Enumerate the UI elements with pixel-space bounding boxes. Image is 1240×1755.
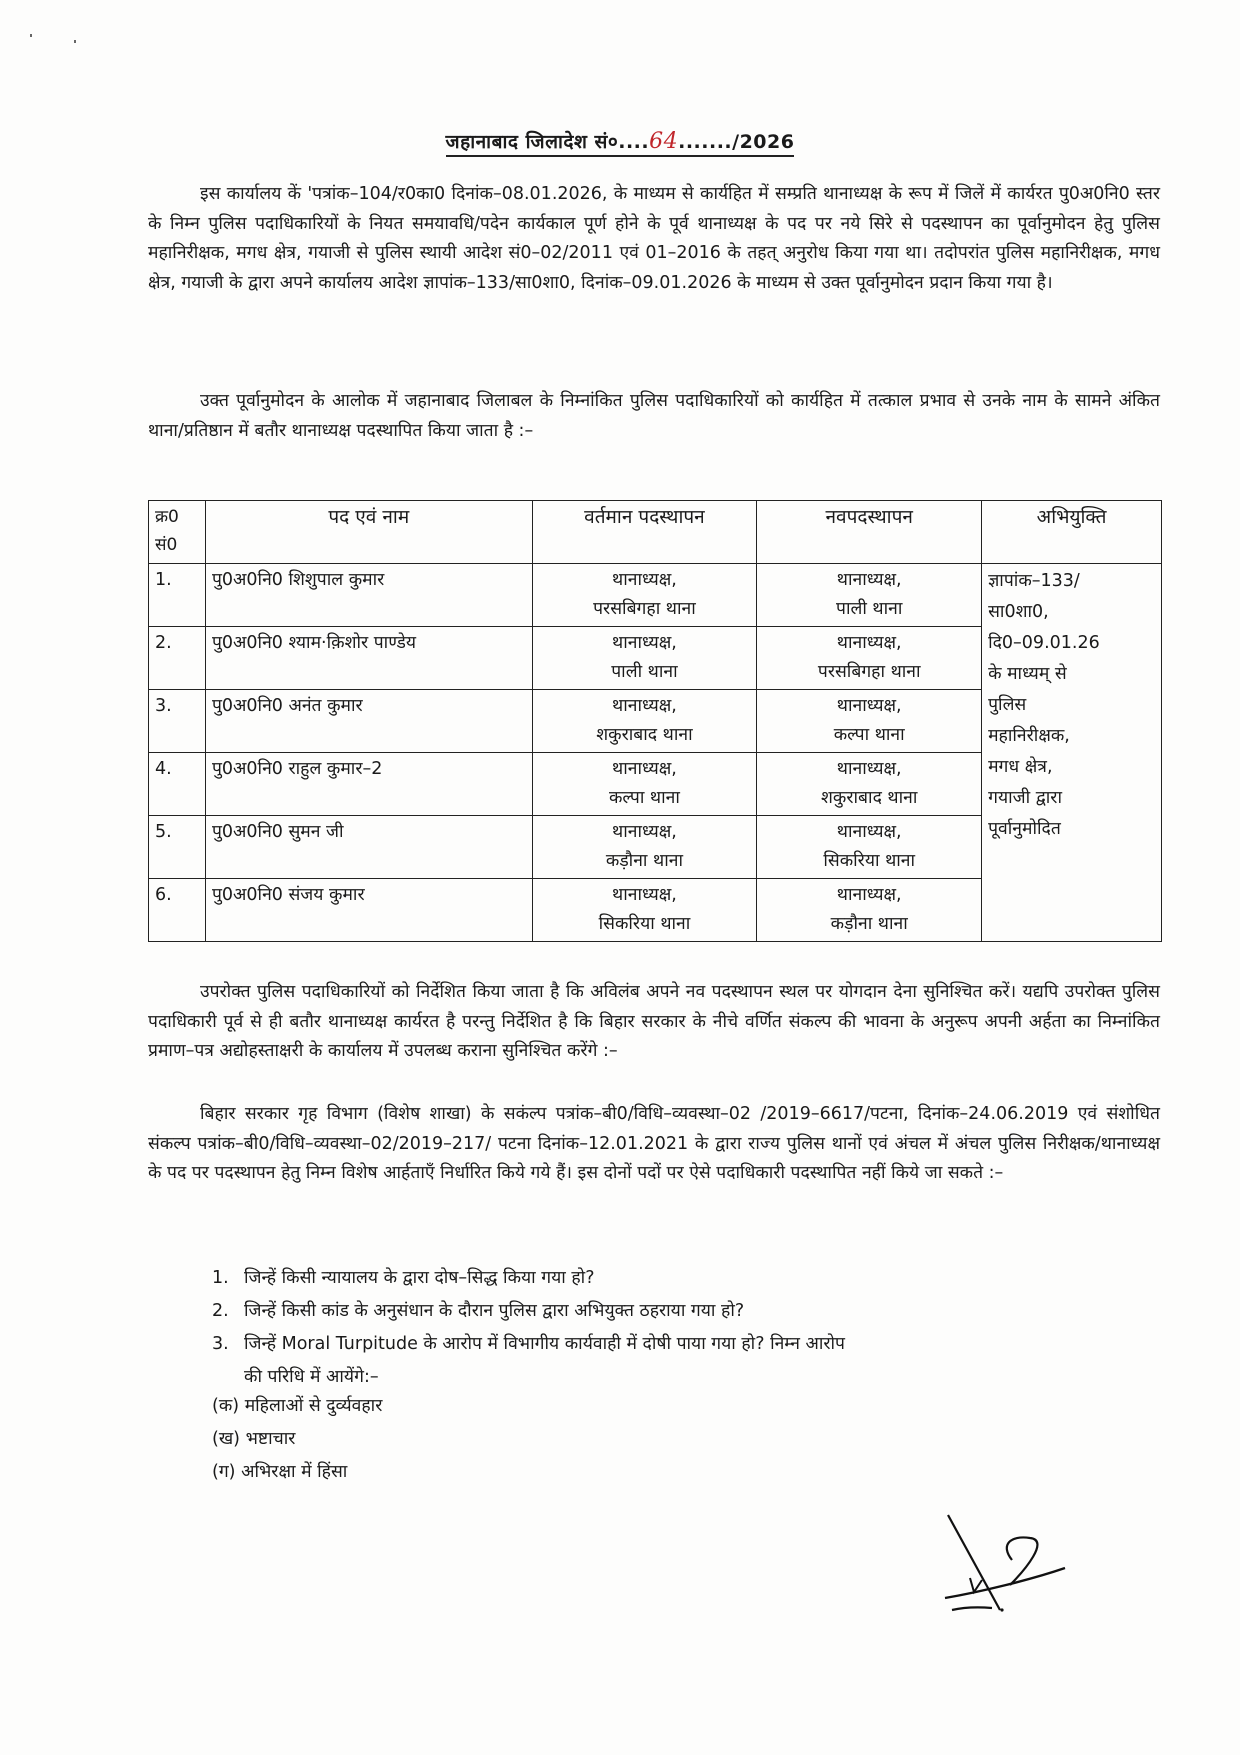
new-post: थानाध्यक्ष,: [836, 696, 902, 716]
officer-name: पु0अ0नि0 शिशुपाल कुमार: [205, 564, 532, 627]
current-station: शकुराबाद थाना: [596, 725, 693, 745]
transfer-table: [148, 500, 1162, 942]
current-post: थानाध्यक्ष,: [612, 570, 677, 590]
current-post: थानाध्यक्ष,: [612, 822, 677, 842]
current-station: परसबिगहा थाना: [593, 599, 696, 619]
directive-paragraph-block: [148, 978, 1160, 1067]
current-posting: [532, 627, 757, 690]
criteria-text: जिन्हें Moral Turpitude के आरोप में विभागीय कार्यवाही में दोषी पाया गया हो? निम्न आरोप: [244, 1334, 845, 1354]
title-dots-right: .......: [678, 131, 733, 153]
directive-paragraph: उपरोक्त पुलिस पदाधिकारियों को निर्देशित किया जाता है कि अविलंब अपने नव पदस्थापन स्थल पर योगदान देना सुनिश्चित करें। यद्यपि उपरोक्त पुलिस पदाधिकारी पूर्व से ही बतौर थानाध्यक्ष कार्यरत है परन्तु निर्देशित है कि बिहार सरकार के नीचे वर्णित संकल्प की भावना के अनुरूप अपनी अर्हता का निम्नांकित प्रमाण–पत्र अद्योहस्ताक्षरी के कार्यालय में उपलब्ध कराना सुनिश्चित करेंगे :–: [148, 982, 1160, 1061]
current-post: थानाध्यक्ष,: [612, 759, 677, 779]
new-post: थानाध्यक्ष,: [836, 570, 902, 590]
new-post: थानाध्यक्ष,: [836, 885, 902, 905]
new-posting: [757, 627, 982, 690]
new-post: थानाध्यक्ष,: [836, 633, 902, 653]
officer-name: पु0अ0नि0 राहुल कुमार–2: [205, 753, 532, 816]
scan-speck: [30, 34, 32, 37]
new-station: पाली थाना: [836, 599, 903, 619]
remarks-line: पुलिस: [988, 695, 1027, 715]
new-posting: [757, 816, 982, 879]
header-current-posting: वर्तमान पदस्थापन: [532, 501, 757, 564]
remarks-line: महानिरीक्षक,: [988, 726, 1070, 746]
new-station: सिकरिया थाना: [823, 851, 916, 871]
title-prefix: जहानाबाद जिलादेश सं०: [445, 131, 619, 153]
current-posting: [532, 816, 757, 879]
criteria-item: [212, 1262, 1162, 1295]
officer-name: पु0अ0नि0 संजय कुमार: [205, 879, 532, 942]
remarks-line: ज्ञापांक–133/: [988, 571, 1080, 591]
header-new-posting: नवपदस्थापन: [757, 501, 982, 564]
current-station: सिकरिया थाना: [598, 914, 691, 934]
header-serial-number: क्र0 सं0: [149, 501, 206, 564]
current-posting: [532, 879, 757, 942]
header-post-and-name: पद एवं नाम: [205, 501, 532, 564]
current-station: कल्पा थाना: [608, 788, 680, 808]
charge-marker: (ग): [212, 1462, 236, 1482]
criteria-number: 3.: [212, 1334, 229, 1354]
officer-name: पु0अ0नि0 श्याम·क़िशोर पाण्डेय: [205, 627, 532, 690]
title-dots-left: ....: [618, 131, 650, 153]
remarks-line: दि0–09.01.26: [988, 633, 1100, 653]
remarks-line: सा0शा0,: [988, 602, 1049, 622]
serial-number: 5.: [149, 816, 206, 879]
charge-item: [212, 1423, 382, 1456]
serial-number: 6.: [149, 879, 206, 942]
current-post: थानाध्यक्ष,: [612, 885, 677, 905]
serial-number: 4.: [149, 753, 206, 816]
charge-text: अभिरक्षा में हिंसा: [241, 1462, 348, 1482]
serial-number: 1.: [149, 564, 206, 627]
serial-number: 3.: [149, 690, 206, 753]
table-row: [149, 564, 1162, 627]
new-station: परसबिगहा थाना: [817, 662, 921, 682]
criteria-number: 1.: [212, 1268, 229, 1288]
new-posting: [757, 690, 982, 753]
charge-text: महिलाओं से दुर्व्यवहार: [244, 1396, 383, 1416]
scan-speck: [74, 40, 76, 43]
new-posting: [757, 879, 982, 942]
new-post: थानाध्यक्ष,: [836, 822, 902, 842]
criteria-number: 2.: [212, 1301, 229, 1321]
order-paragraph: उक्त पूर्वानुमोदन के आलोक में जहानाबाद जिलाबल के निम्नांकित पुलिस पदाधिकारियों को कार्यहित में तत्काल प्रभाव से उनके नाम के सामने अंकित थाना/प्रतिष्ठान में बतौर थानाध्यक्ष पदस्थापित किया जाता है :–: [148, 391, 1160, 441]
intro-paragraph: इस कार्यालय कें 'पत्रांक–104/र0का0 दिनांक–08.01.2026, के माध्यम से कार्यहित में सम्प्रति थानाध्यक्ष के रूप में जिलें में कार्यरत पु0अ0नि0 स्तर के निम्न पुलिस पदाधिकारियों के नियत समयावधि/पदेन कार्यकाल पूर्ण होने के पूर्व थानाध्यक्ष के पद पर नये सिरे से पदस्थापन का पूर्वानुमोदन हेतु पुलिस महानिरीक्षक, मगध क्षेत्र, गयाजी से पुलिस स्थायी आदेश सं0–02/2011 एवं 01–2016 के तहत् अनुरोध किया गया था। तदोपरांत पुलिस महानिरीक्षक, मगध क्षेत्र, गयाजी के द्वारा अपने कार्यालय आदेश ज्ञापांक–133/सा0शा0, दिनांक–09.01.2026 के माध्यम से उक्त पूर्वानुमोदन प्रदान किया गया है।: [148, 184, 1160, 293]
new-posting: [757, 564, 982, 627]
charge-item: [212, 1456, 382, 1489]
signature-icon: [940, 1510, 1080, 1620]
criteria-text: जिन्हें किसी कांड के अनुसंधान के दौरान पुलिस द्वारा अभियुक्त ठहराया गया हो?: [244, 1301, 745, 1321]
remarks-line: गयाजी द्वारा: [988, 788, 1062, 808]
officer-name: पु0अ0नि0 सुमन जी: [205, 816, 532, 879]
charge-marker: (ख): [212, 1429, 240, 1449]
new-station: शकुराबाद थाना: [821, 788, 918, 808]
new-posting: [757, 753, 982, 816]
intro-paragraph-block: [148, 180, 1160, 298]
charge-text: भष्टाचार: [245, 1429, 296, 1449]
handwritten-order-number: 64: [649, 129, 679, 154]
remarks-line: पूर्वानुमोदित: [988, 819, 1061, 839]
remarks-cell: [982, 564, 1162, 942]
new-station: कड़ौना थाना: [830, 914, 908, 934]
order-title: [0, 128, 1240, 154]
resolution-paragraph-block: [148, 1100, 1160, 1189]
current-posting: [532, 564, 757, 627]
current-station: पाली थाना: [611, 662, 678, 682]
new-post: थानाध्यक्ष,: [836, 759, 902, 779]
new-station: कल्पा थाना: [833, 725, 905, 745]
current-posting: [532, 690, 757, 753]
criteria-item: [212, 1328, 1162, 1394]
remarks-line: मगध क्षेत्र,: [988, 757, 1053, 777]
current-post: थानाध्यक्ष,: [612, 696, 677, 716]
charge-marker: (क): [212, 1396, 240, 1416]
remarks-line: के माध्यम् से: [988, 664, 1067, 684]
resolution-paragraph: बिहार सरकार गृह विभाग (विशेष शाखा) के सकंल्प पत्रांक–बी0/विधि–व्यवस्था–02 /2019–6617/पटना, दिनांक–24.06.2019 एवं संशोधित संकल्प पत्रांक–बी0/विधि–व्यवस्था–02/2019–217/ पटना दिनांक–12.01.2021 के द्वारा राज्य पुलिस थानों एवं अंचल में अंचल पुलिस निरीक्षक/थानाध्यक्ष के पद पर पदस्थापन हेतु निम्न विशेष आर्हताएँ निर्धारित किये गये हैं। इस दोनों पदों पर ऐसे पदाधिकारी पदस्थापित नहीं किये जा सकते :–: [148, 1104, 1160, 1183]
serial-number: 2.: [149, 627, 206, 690]
disqualification-criteria-list: [212, 1262, 1162, 1394]
criteria-text: जिन्हें किसी न्यायालय के द्वारा दोष–सिद्ध किया गया हो?: [244, 1268, 595, 1288]
charge-item: [212, 1390, 382, 1423]
title-year: /2026: [732, 131, 795, 153]
officer-name: पु0अ0नि0 अनंत कुमार: [205, 690, 532, 753]
header-remarks: अभियुक्ति: [982, 501, 1162, 564]
table-header-row: [149, 501, 1162, 564]
order-paragraph-block: [148, 387, 1160, 446]
current-post: थानाध्यक्ष,: [612, 633, 677, 653]
current-posting: [532, 753, 757, 816]
criteria-continuation: की परिधि में आयेंगे:–: [244, 1367, 379, 1387]
charge-categories-list: [212, 1390, 382, 1489]
criteria-item: [212, 1295, 1162, 1328]
current-station: कड़ौना थाना: [605, 851, 683, 871]
